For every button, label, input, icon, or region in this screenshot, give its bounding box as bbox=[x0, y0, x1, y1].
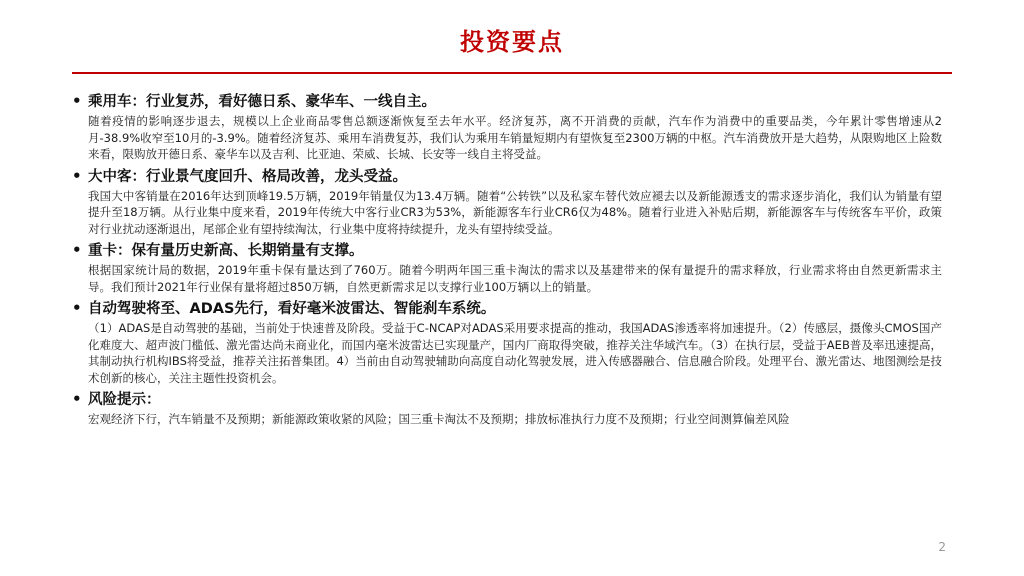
title-divider bbox=[72, 72, 952, 74]
bullet: • bbox=[72, 299, 82, 317]
bullet: • bbox=[72, 166, 82, 185]
section-paragraph: 我国大中客销量在2016年达到顶峰19.5万辆，2019年销量仅为13.4万辆。随着“公转铁”以及私家车替代效应褪去以及新能源透支的需求逐步消化，我们认为销量有望提升至18万辆。从行业集中度来看，2019年传统大中客行业CR3为53%，新能源客车行业CR6仅为48%。随着行业进入补贴后期，新能源客车与传统客车平价，政策对行业扰动逐渐退出，尾部企业有望持续淘汰，行业集中度将持续提升，龙头有望持续受益。 bbox=[88, 188, 942, 236]
section-buses bbox=[72, 167, 942, 238]
bullet: • bbox=[72, 241, 82, 259]
section-heading: 大中客：行业景气度回升、格局改善，龙头受益。 bbox=[88, 168, 407, 185]
section-heading: 乘用车：行业复苏，看好德日系、豪华车、一线自主。 bbox=[88, 94, 436, 110]
content-area bbox=[72, 92, 942, 432]
section-heading: 重卡：保有量历史新高、长期销量有支撑。 bbox=[88, 243, 364, 259]
section-passenger-cars bbox=[72, 92, 942, 163]
section-heading: 风险提示： bbox=[88, 392, 161, 408]
page-title: 投资要点 bbox=[460, 28, 564, 56]
section-paragraph: 宏观经济下行，汽车销量不及预期；新能源政策收紧的风险；国三重卡淘汰不及预期；排放标准执行力度不及预期；行业空间测算偏差风险 bbox=[88, 412, 790, 426]
section-paragraph: （1）ADAS是自动驾驶的基础，当前处于快速普及阶段。受益于C-NCAP对ADAS采用要求提高的推动，我国ADAS渗透率将加速提升。（2）传感层，摄像头CMOS国产化难度大、超声波门槛低、激光雷达尚未商业化，而国内毫米波雷达已实现量产，国内厂商取得突破，推荐关注华域汽车。（3）在执行层，受益于AEB普及率迅速提高，其制动执行机构IBS将受益，推荐关注拓普集团。4）当前由自动驾驶辅助向高度自动化驾驶发展，进入传感器融合、信息融合阶段。处理平台、激光雷达、地图测绘是技术创新的核心，关注主题性投资机会。 bbox=[88, 321, 942, 385]
section-heading: 自动驾驶将至、ADAS先行，看好毫米波雷达、智能刹车系统。 bbox=[88, 301, 496, 317]
bullet: • bbox=[72, 390, 82, 408]
section-heavy-trucks bbox=[72, 241, 942, 295]
page-number: 2 bbox=[938, 540, 946, 554]
bullet: • bbox=[72, 92, 82, 110]
section-autonomous-driving bbox=[72, 299, 942, 386]
section-paragraph: 随着疫情的影响逐步退去，规模以上企业商品零售总额逐渐恢复至去年水平。经济复苏，离不开消费的贡献，汽车作为消费中的重要品类，今年累计零售增速从2月-38.9%收窄至10月的-3.9%。随着经济复苏、乘用车消费复苏，我们认为乘用车销量短期内有望恢复至2300万辆的中枢。汽车消费放开是大趋势，从限购地区上险数来看，限购放开德日系、豪华车以及吉利、比亚迪、荣威、长城、长安等一线自主将受益。 bbox=[88, 114, 942, 161]
section-paragraph: 根据国家统计局的数据，2019年重卡保有量达到了760万。随着今明两年国三重卡淘汰的需求以及基建带来的保有量提升的需求释放，行业需求将由自然更新需求主导。我们预计2021年行业保有量将超过850万辆，自然更新需求足以支撑行业100万辆以上的销量。 bbox=[88, 263, 942, 294]
section-risk-warning bbox=[72, 390, 942, 428]
